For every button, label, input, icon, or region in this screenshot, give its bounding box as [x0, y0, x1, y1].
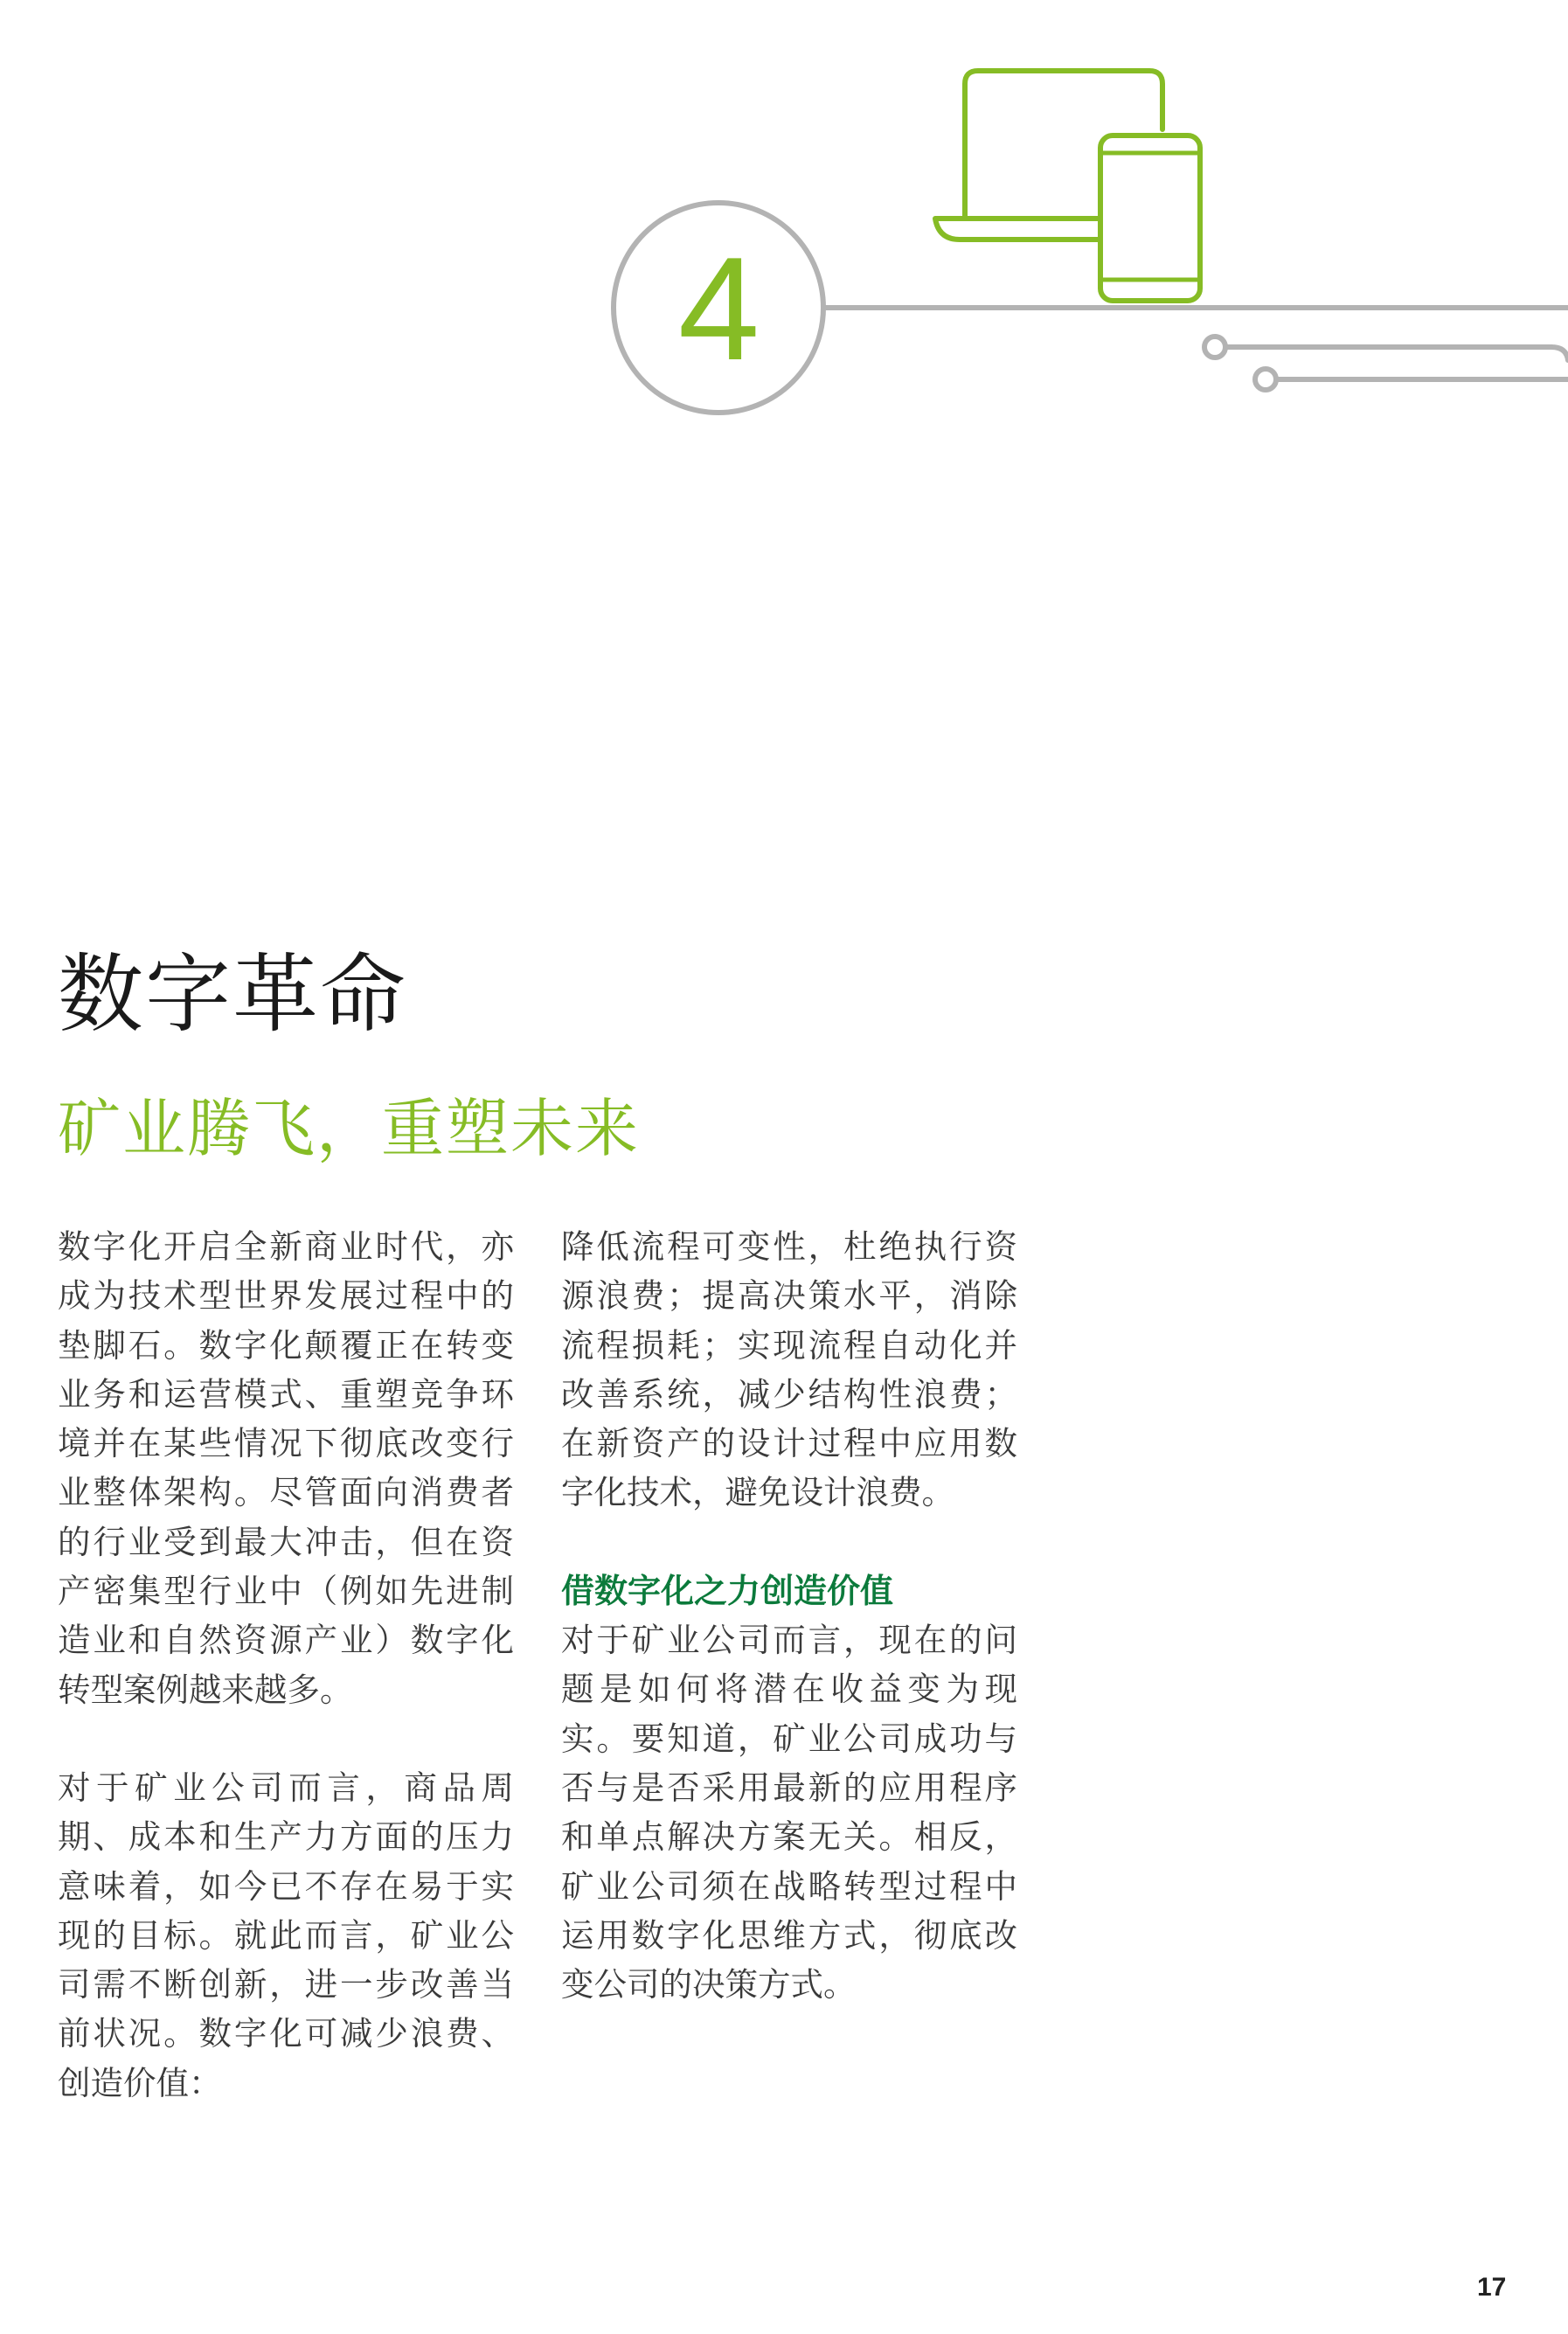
section-heading: 借数字化之力创造价值 [561, 1571, 894, 1610]
smartphone-icon [1100, 135, 1200, 301]
page-subtitle: 矿业腾飞，重塑未来 [58, 1092, 641, 1165]
paragraph: 数字化开启全新商业时代，亦成为技术型世界发展过程中的垫脚石。数字化颠覆正在转变业务和运营模式、重塑竞争环境并在某些情况下彻底改变行业整体架构。尽管面向消费者的行业受到最大冲击，但在资产密集型行业中（例如先进制造业和自然资源产业）数字化转型案例越来越多。 [58, 1227, 514, 1709]
body-column-left [58, 1222, 514, 2108]
page-number: 17 [1477, 2273, 1507, 2302]
paragraph: 对于矿业公司而言，商品周期、成本和生产力方面的压力意味着，如今已不存在易于实现的目标。就此而言，矿业公司需不断创新，进一步改善当前状况。数字化可减少浪费、创造价值： [58, 1768, 514, 2102]
circuit-lines [826, 308, 1568, 390]
body-column-right [561, 1222, 1017, 2009]
paragraph: 降低流程可变性，杜绝执行资源浪费；提高决策水平，消除流程损耗；实现流程自动化并改善系统，减少结构性浪费；在新资产的设计过程中应用数字化技术，避免设计浪费。 [561, 1227, 1017, 1512]
chapter-number: 4 [677, 226, 760, 391]
paragraph: 对于矿业公司而言，现在的问题是如何将潜在收益变为现实。要知道，矿业公司成功与否与是否采用最新的应用程序和单点解决方案无关。相反，矿业公司须在战略转型过程中运用数字化思维方式，彻底改变公司的决策方式。 [561, 1621, 1017, 2004]
page-title: 数字革命 [58, 945, 408, 1045]
